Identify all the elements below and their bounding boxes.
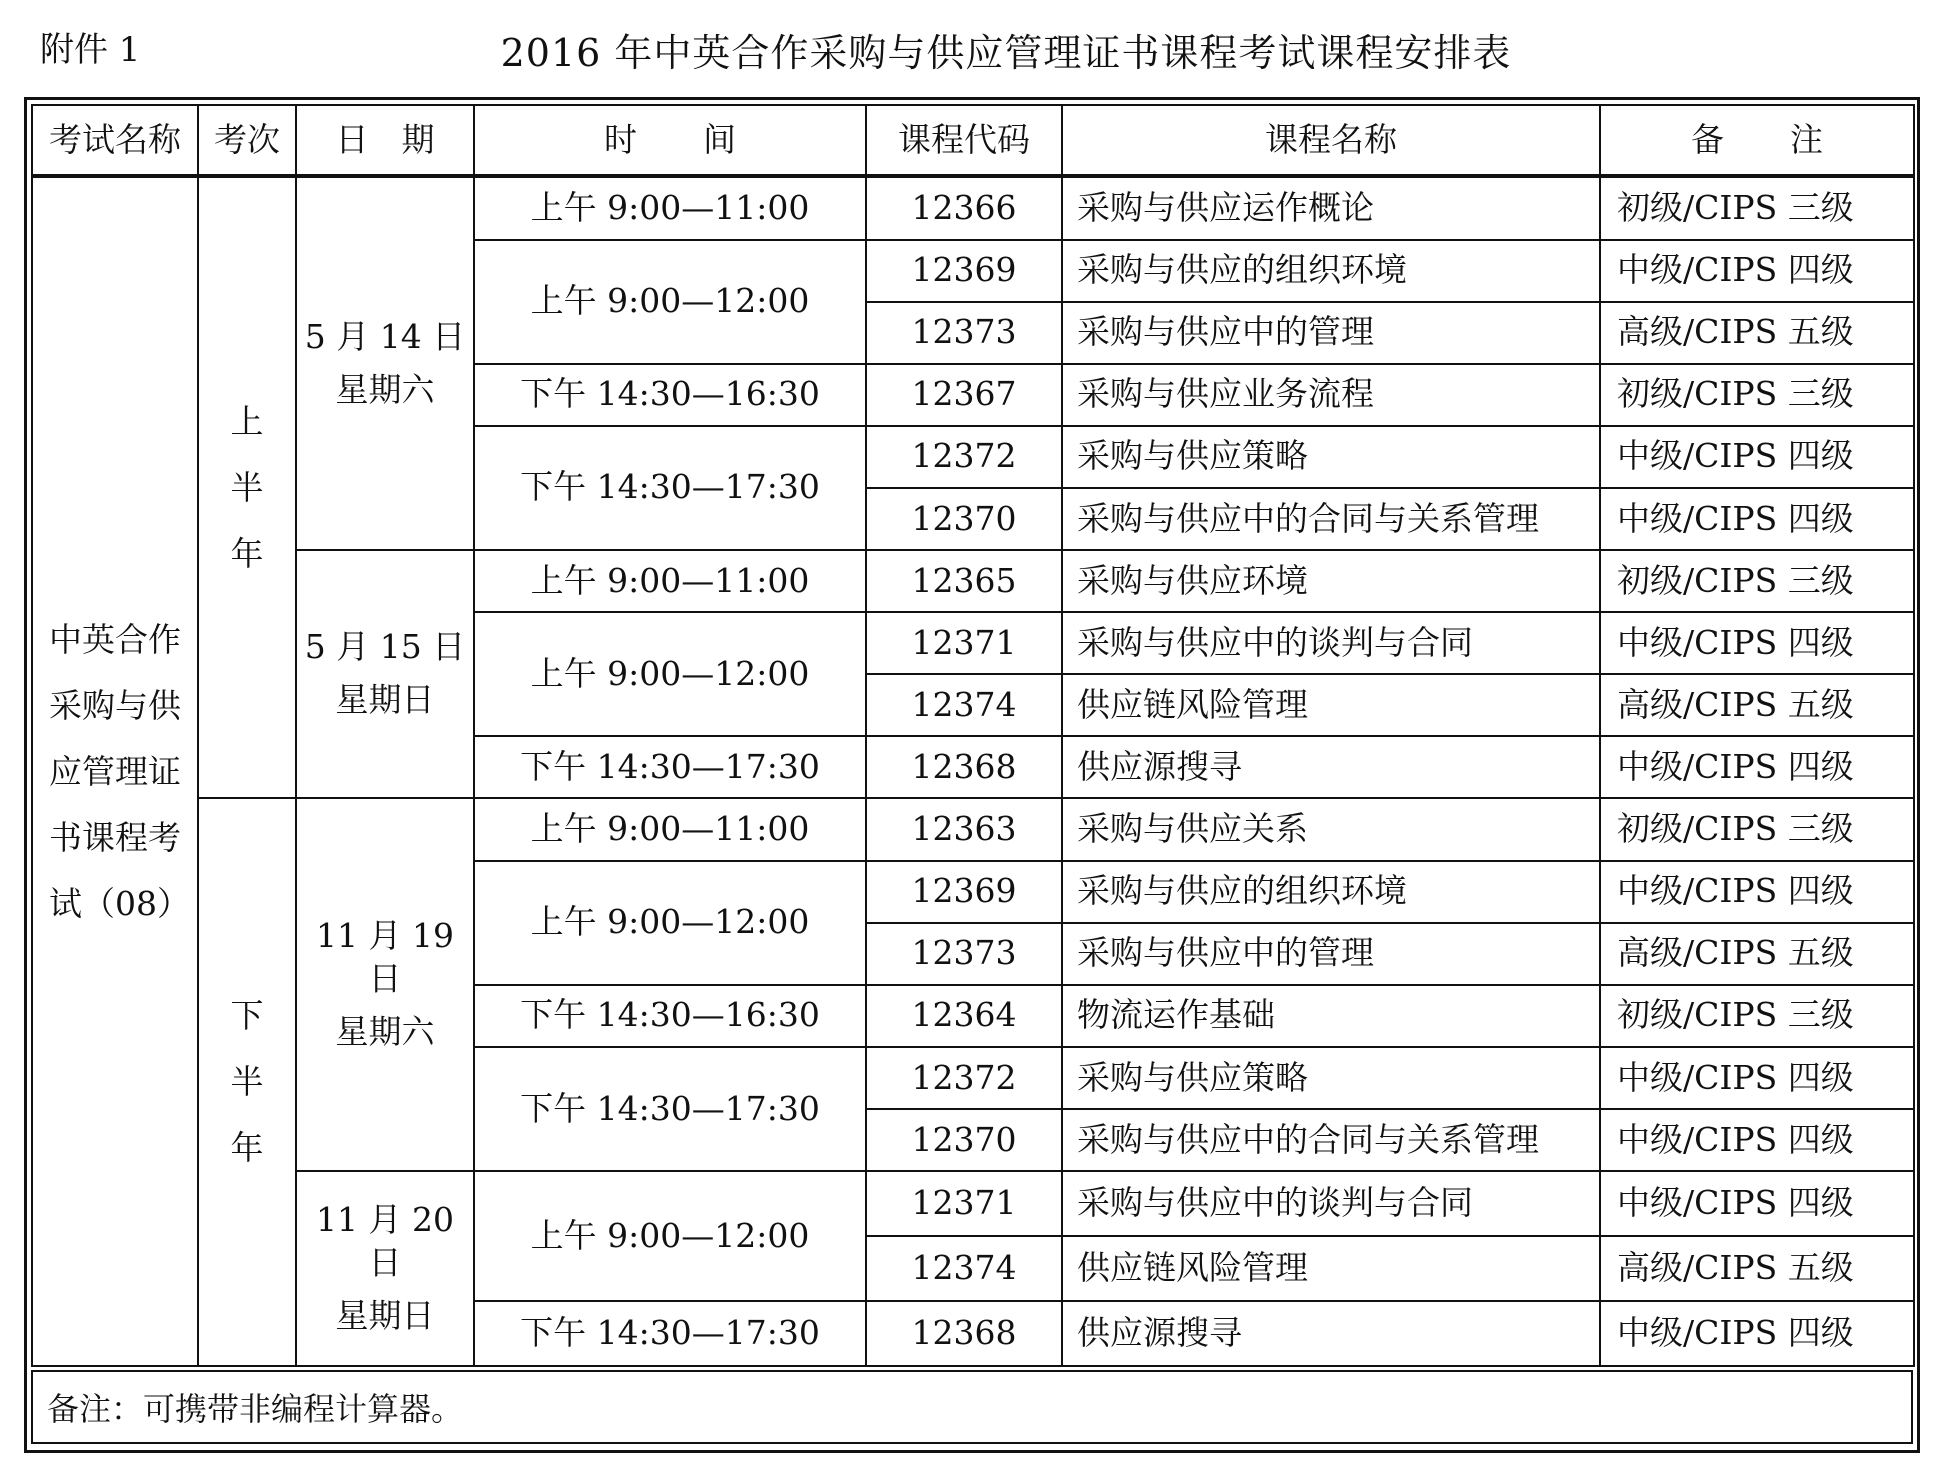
time-cell: 下午 14:30—17:30 [474,426,866,550]
course-note: 初级/CIPS 三级 [1600,364,1914,426]
course-note: 初级/CIPS 三级 [1600,798,1914,860]
course-note: 高级/CIPS 五级 [1600,674,1914,736]
course-name: 采购与供应运作概论 [1062,176,1600,240]
exam-name-line: 中英合作 [49,619,181,659]
course-code: 12366 [866,176,1062,240]
course-code: 12370 [866,1109,1062,1171]
page-title: 2016 年中英合作采购与供应管理证书课程考试课程安排表 [500,31,1512,75]
exam-name-line: 试（08） [49,883,190,923]
exam-name-line: 应管理证 [49,751,181,791]
schedule-table [31,104,1915,1367]
table-header-row [32,105,1914,176]
attachment-label: 附件 1 [40,30,141,70]
course-code: 12363 [866,798,1062,860]
time-cell: 下午 14:30—17:30 [474,736,866,798]
time-cell: 上午 9:00—12:00 [474,240,866,364]
course-note: 中级/CIPS 四级 [1600,1047,1914,1109]
course-note: 中级/CIPS 四级 [1600,1301,1914,1366]
course-note: 初级/CIPS 三级 [1600,550,1914,612]
course-name: 采购与供应策略 [1062,1047,1600,1109]
course-name: 物流运作基础 [1062,985,1600,1047]
course-code: 12367 [866,364,1062,426]
course-note: 中级/CIPS 四级 [1600,1109,1914,1171]
course-name: 供应链风险管理 [1062,1236,1600,1301]
header-course-code: 课程代码 [866,105,1062,176]
table-row [32,1171,1914,1236]
course-note: 初级/CIPS 三级 [1600,176,1914,240]
course-note: 中级/CIPS 四级 [1600,736,1914,798]
time-cell: 下午 14:30—16:30 [474,985,866,1047]
course-code: 12374 [866,1236,1062,1301]
footer-note: 备注：可携带非编程计算器。 [31,1370,1913,1444]
course-code: 12368 [866,1301,1062,1366]
course-code: 12372 [866,1047,1062,1109]
header-time: 时 间 [474,105,866,176]
time-cell: 上午 9:00—12:00 [474,1171,866,1301]
course-note: 高级/CIPS 五级 [1600,302,1914,364]
course-note: 中级/CIPS 四级 [1600,861,1914,923]
course-note: 高级/CIPS 五级 [1600,923,1914,985]
course-code: 12369 [866,861,1062,923]
course-code: 12368 [866,736,1062,798]
table-row [32,550,1914,612]
time-cell: 下午 14:30—17:30 [474,1047,866,1171]
course-name: 供应源搜寻 [1062,736,1600,798]
course-name: 采购与供应中的谈判与合同 [1062,612,1600,674]
course-note: 初级/CIPS 三级 [1600,985,1914,1047]
time-cell: 下午 14:30—16:30 [474,364,866,426]
schedule-frame [24,97,1920,1453]
course-code: 12370 [866,488,1062,550]
header-date: 日 期 [296,105,474,176]
course-name: 采购与供应关系 [1062,798,1600,860]
course-code: 12369 [866,240,1062,302]
time-cell: 下午 14:30—17:30 [474,1301,866,1366]
course-code: 12364 [866,985,1062,1047]
course-name: 采购与供应的组织环境 [1062,861,1600,923]
term-second-half: 下 半 年 [198,798,296,1366]
time-cell: 上午 9:00—12:00 [474,861,866,985]
course-name: 采购与供应策略 [1062,426,1600,488]
course-name: 采购与供应中的管理 [1062,923,1600,985]
course-code: 12372 [866,426,1062,488]
table-row [32,176,1914,240]
date-cell: 11 月 20 日 星期日 [296,1171,474,1366]
time-cell: 上午 9:00—11:00 [474,176,866,240]
header-note: 备 注 [1600,105,1914,176]
course-note: 高级/CIPS 五级 [1600,1236,1914,1301]
course-name: 采购与供应中的合同与关系管理 [1062,488,1600,550]
course-name: 采购与供应中的谈判与合同 [1062,1171,1600,1236]
course-code: 12365 [866,550,1062,612]
course-name: 采购与供应环境 [1062,550,1600,612]
header-course-name: 课程名称 [1062,105,1600,176]
course-name: 采购与供应中的合同与关系管理 [1062,1109,1600,1171]
course-note: 中级/CIPS 四级 [1600,488,1914,550]
course-note: 中级/CIPS 四级 [1600,1171,1914,1236]
course-name: 采购与供应业务流程 [1062,364,1600,426]
course-note: 中级/CIPS 四级 [1600,426,1914,488]
date-cell: 5 月 14 日 星期六 [296,176,474,550]
header-term: 考次 [198,105,296,176]
date-cell: 11 月 19 日 星期六 [296,798,474,1171]
time-cell: 上午 9:00—11:00 [474,550,866,612]
course-code: 12373 [866,302,1062,364]
course-code: 12371 [866,1171,1062,1236]
course-note: 中级/CIPS 四级 [1600,612,1914,674]
course-code: 12371 [866,612,1062,674]
exam-name-line: 书课程考 [49,817,181,857]
time-cell: 上午 9:00—11:00 [474,798,866,860]
time-cell: 上午 9:00—12:00 [474,612,866,736]
table-row [32,798,1914,860]
exam-name-line: 采购与供 [49,685,181,725]
exam-name-cell [32,176,198,1366]
header-exam-name: 考试名称 [32,105,198,176]
course-name: 供应源搜寻 [1062,1301,1600,1366]
course-name: 采购与供应的组织环境 [1062,240,1600,302]
term-first-half: 上 半 年 [198,176,296,798]
course-name: 采购与供应中的管理 [1062,302,1600,364]
date-cell: 5 月 15 日 星期日 [296,550,474,798]
course-name: 供应链风险管理 [1062,674,1600,736]
course-note: 中级/CIPS 四级 [1600,240,1914,302]
course-code: 12374 [866,674,1062,736]
course-code: 12373 [866,923,1062,985]
